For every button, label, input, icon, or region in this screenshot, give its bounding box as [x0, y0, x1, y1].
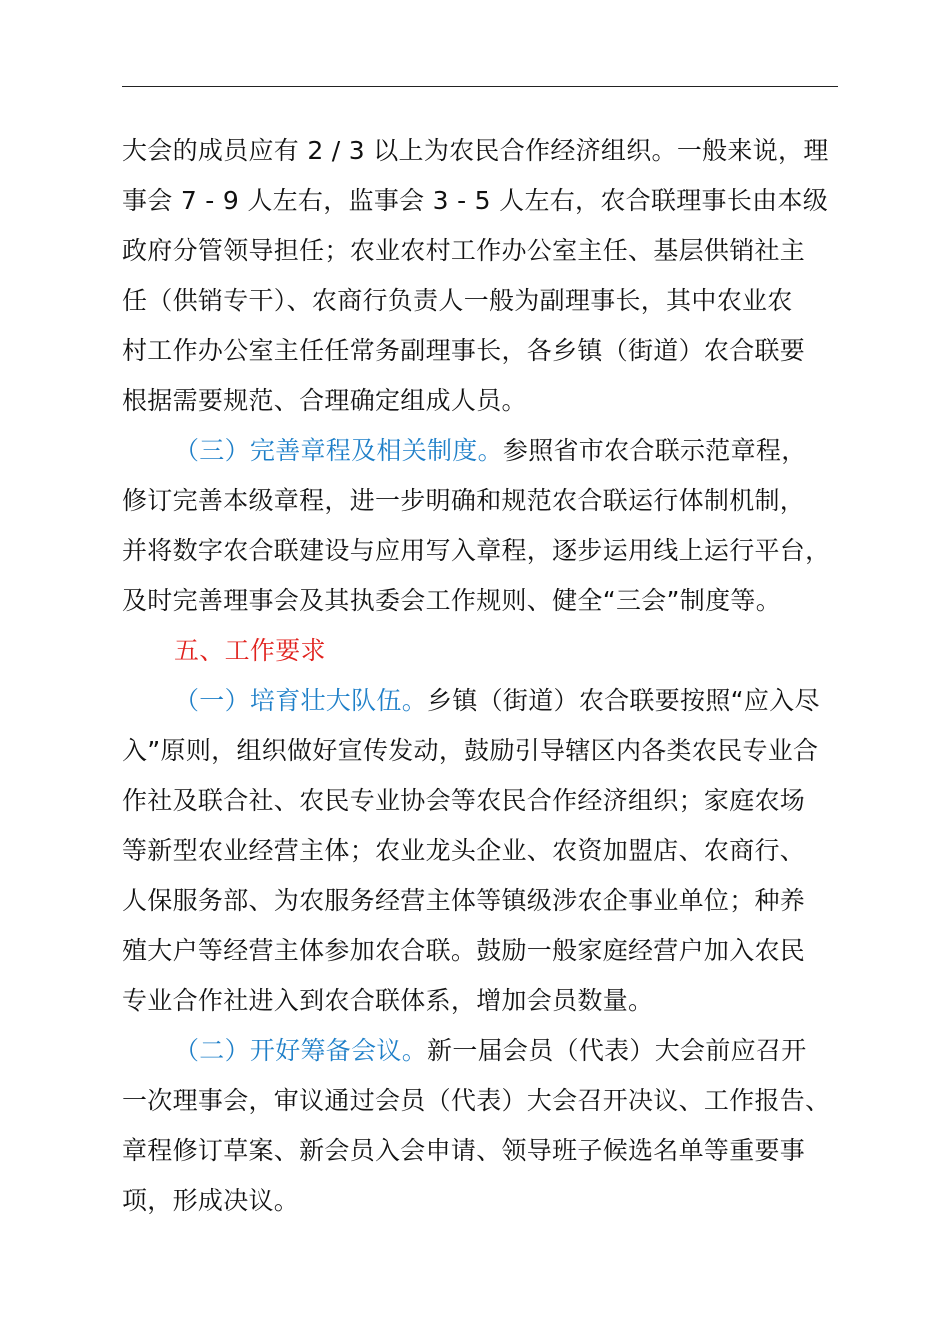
text-line: 政府分管领导担任；农业农村工作办公室主任、基层供销社主 [122, 236, 806, 265]
text-line: 及时完善理事会及其执委会工作规则、健全“三会”制度等。 [122, 586, 782, 615]
paragraph-council-composition [122, 126, 842, 426]
text-line: 项，形成决议。 [122, 1186, 300, 1215]
text-line: 大会的成员应有 2 / 3 以上为农民合作经济组织。一般来说，理 [122, 136, 829, 165]
text-line: 殖大户等经营主体参加农合联。鼓励一般家庭经营户加入农民 [122, 936, 806, 965]
header-rule [122, 86, 838, 87]
text-line: 一次理事会，审议通过会员（代表）大会召开决议、工作报告、 [122, 1086, 831, 1115]
section-3-heading: （三）完善章程及相关制度。 [174, 436, 503, 465]
item-2-heading: （二）开好筹备会议。 [174, 1036, 428, 1065]
item-1-first-line [122, 676, 842, 726]
item-1-grow-team [122, 676, 842, 1026]
text-line: 并将数字农合联建设与应用写入章程，逐步运用线上运行平台， [122, 536, 831, 565]
document-body [122, 126, 842, 1226]
item-2-first-line [122, 1026, 842, 1076]
item-1-text: 乡镇（街道）农合联要按照“应入尽 [427, 686, 820, 715]
item-2-preparatory-meeting [122, 1026, 842, 1226]
text-line: 入”原则，组织做好宣传发动，鼓励引导辖区内各类农民专业合 [122, 736, 819, 765]
section-3-charter [122, 426, 842, 626]
item-2-text: 新一届会员（代表）大会前应召开 [427, 1036, 807, 1065]
text-line: 修订完善本级章程，进一步明确和规范农合联运行体制机制， [122, 486, 806, 515]
text-line: 根据需要规范、合理确定组成人员。 [122, 386, 527, 415]
text-line: 专业合作社进入到农合联体系，增加会员数量。 [122, 986, 654, 1015]
text-line: 人保服务部、为农服务经营主体等镇级涉农企事业单位；种养 [122, 886, 806, 915]
section-3-first-line [122, 426, 842, 476]
section-3-text: 参照省市农合联示范章程， [502, 436, 807, 465]
text-line: 任（供销专干）、农商行负责人一般为副理事长，其中农业农 [122, 286, 793, 315]
part-5-heading: 五、工作要求 [174, 636, 326, 665]
text-line: 事会 7 - 9 人左右，监事会 3 - 5 人左右，农合联理事长由本级 [122, 186, 829, 215]
text-line: 章程修订草案、新会员入会申请、领导班子候选名单等重要事 [122, 1136, 806, 1165]
text-line: 作社及联合社、农民专业协会等农民合作经济组织；家庭农场 [122, 786, 806, 815]
item-1-heading: （一）培育壮大队伍。 [174, 686, 428, 715]
text-line: 村工作办公室主任任常务副理事长，各乡镇（街道）农合联要 [122, 336, 806, 365]
text-line: 等新型农业经营主体；农业龙头企业、农资加盟店、农商行、 [122, 836, 806, 865]
